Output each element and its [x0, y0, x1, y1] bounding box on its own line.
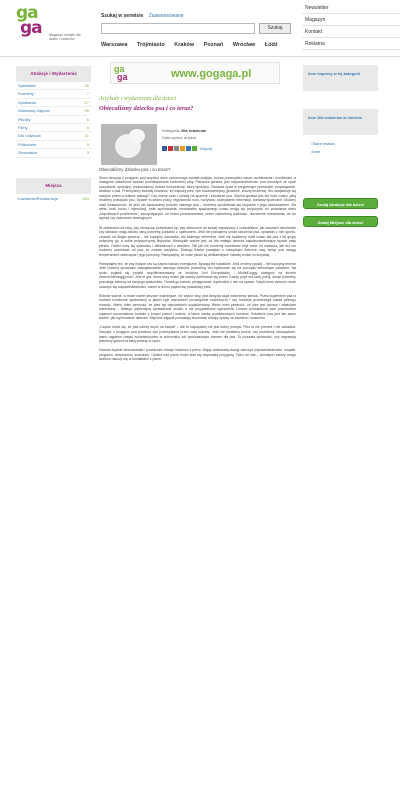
other-events-title: Inne Imprezy w tej kategorii	[303, 65, 378, 91]
list-item[interactable]: • Inne	[311, 148, 370, 156]
article-type: artykuł	[184, 135, 196, 140]
category-row[interactable]: Dla rodziców 21	[16, 132, 91, 140]
article-body	[99, 168, 296, 366]
article-paragraph: „Często mówi się, że psa należy kupić na święta" – ale to najczęściej nie jest dobry pomysł. Pies to nie prezent i nie zabawka. Decyzja o przyjęciu psa powinna być przemyślana przez całą rodzinę. Jeśli nie jesteśmy pewni, czy podołamy obowiązkom, warto najpierw zostać wolontariuszem w schronisku lub tymczasowym domem dla psa. To pozwala sprawdzić, czy naprawdę jesteśmy gotowi na taką zmianę w życiu.	[99, 325, 296, 344]
top-link-kontakt[interactable]: Kontakt	[302, 26, 400, 38]
category-row[interactable]: Pikniky 6	[16, 116, 91, 124]
article-title: Obiecaliśmy dziecku psa i co teraz?	[99, 105, 194, 112]
category-row[interactable]: Spektakle 28	[16, 82, 91, 90]
logo-text-bottom: ga	[20, 18, 42, 38]
bookmark-icon[interactable]	[180, 146, 185, 151]
other-events-box	[303, 65, 378, 91]
city-link-warszawa[interactable]: Warszawa	[101, 42, 128, 48]
events-box-title: Atrakcje i Wydarzenia	[16, 66, 91, 82]
share-plus-icon[interactable]	[192, 146, 197, 151]
logo-tagline: Magazyn miejski dla dzieci i rodziców	[49, 33, 81, 41]
places-category-box	[16, 178, 91, 203]
category-row[interactable]: Koncerty 7	[16, 90, 91, 98]
category-row[interactable]: Filmy 8	[16, 124, 91, 132]
search-button[interactable]: Szukaj	[259, 23, 291, 34]
search-label-row	[101, 13, 184, 20]
share-more-link[interactable]: Więcej	[200, 146, 213, 151]
article-meta: Kategoria: Dla rodziców Data wpisu: artykuł	[162, 128, 207, 140]
header-divider	[0, 56, 400, 57]
banner-logo-top: ga	[114, 64, 125, 74]
search-label: Szukaj w serwisie	[101, 13, 144, 19]
top-link-newsletter[interactable]: Newsletter	[302, 2, 400, 14]
category-row[interactable]: Warsztaty Zajęcia 99	[16, 107, 91, 115]
city-nav	[101, 42, 286, 49]
city-link-krakow[interactable]: Kraków	[174, 42, 195, 48]
share-bar	[162, 146, 212, 151]
city-link-lodz[interactable]: Łódź	[264, 42, 278, 48]
places-box-title: Miejsca	[16, 178, 91, 194]
list-item[interactable]: • Stare miasto	[311, 140, 370, 148]
events-category-box	[16, 66, 91, 158]
top-link-magazyn[interactable]: Magazyn	[302, 14, 400, 26]
article-paragraph: Dziecko będzie obserwowało i powtarzało relacje rodziców z psem. Mając doskonałą okazję nauczyć odpowiedzialności, empatii, przyjaźni, cierpliwości, szacunku. Opieka nad psem może stać się wspaniałą przygodą. Tylko od nas – dorosłych zależy czego dziecko nauczy się w kontaktach z psem.	[99, 348, 296, 362]
email-icon[interactable]	[168, 146, 173, 151]
article-category[interactable]: Dla rodziców	[181, 128, 207, 133]
article-paragraph: Skoro decyzja o przyjęciu pod wspólny dach czworonoga została podjęta, trzeba przemyśleć nasze oczekiwania i możliwości, a następnie świadomie wybrać przedstawiciela konkretnej rasy. Pierwsza sprawa, jest odpowiedzialność: psa dorosłych ze życie oczywiście, spokojny, przewidujemy dobrze kompetencji, który spokojny. Oznacza życie w przyjemnym przedziale, przywiązanie, dbałość o psa. Przemyślmy kwestię finansów: im większy pies, tym kosztowniejszy (jedzenie, koszty leczenia). Kto zaopiekuje się naszym psem w trakcie wakacji? Czy mamy czas i ochotę na spacery i szkolenie psa. Ważna sprawa jest też ilość czasu, jaką możemy poświęcić psu. Spacer to sedno pracy, regularność ruch, rozrywka, zdobywanie informacji, kontakty społeczne. Musimy mieć świadomość, że jeśli nie zaspokoimy potrzeb naszego psa – możemy spodziewać się kłopotów z jego zachowaniem. Zła dieta, brak ruchu i stymulacji, brak wychowania, niedostatek spędzanego czasu mogą się przyczynić do powstania wielu „kłopotliwych problemów", zaczynających od braku posłuszeństwa, przez nadmierną lękliwość, niszczenie mieszkania, aż do agresji czy zachowań obsesyjnych.	[99, 175, 296, 221]
other-parents-box	[303, 109, 378, 161]
add-place-button[interactable]: Dodaj Miejsce dla dzieci	[303, 216, 378, 227]
dog-photo-head	[129, 129, 145, 143]
blip-icon[interactable]	[186, 146, 191, 151]
article-paragraph: Równie ważne, a może nawet jeszcze ważniejsze, niż wybór rasy, jest decyzja skąd weźmiemy pieska. Przed kupieniem psa w hodowli konieczne sprawdźmy w jakich żyje warunkach (szczególnie rodzinnych) i czy hodowla przestrzega zasad pełnego rozwoju. Warto mieć pewność, że pies był odpowiednio socjalizowany. Warto mieć pewność, że pies jest zdrowy i właściwie traktowany – dlatego wybierajmy sprawdzone źródła, a nie przypadkowe ogłoszenia. Dobrze prowadzone psie przedszkole zapewni szczeniakowi kontakt z innymi psami i ludźmi, a także naukę podstawowych komend. Szkolenie psa jest tak samo ważne, jak wychowanie dziecka. Wspólne zajęcia pozwalają zbudować relację opartą na zaufaniu i szacunku.	[99, 293, 296, 321]
print-icon[interactable]	[174, 146, 179, 151]
search-input[interactable]	[101, 23, 255, 34]
logo-text-top: ga	[16, 3, 38, 23]
banner-url: www.gogaga.pl	[171, 68, 252, 80]
category-row[interactable]: Zimowiska 3	[16, 149, 91, 157]
breadcrumb[interactable]: Artykuły i wydarzenia dla dzieci	[99, 96, 177, 102]
site-logo[interactable]	[16, 3, 81, 46]
city-link-trojmiasto[interactable]: Trójmiasto	[136, 42, 165, 48]
promo-banner[interactable]	[110, 62, 280, 84]
article-image	[101, 124, 157, 165]
top-links	[302, 2, 400, 50]
category-row[interactable]: Kawiarnie/Restauracje 154	[18, 196, 89, 201]
category-row[interactable]: Spotkania 17	[16, 99, 91, 107]
banner-logo-bottom: ga	[117, 72, 128, 82]
city-link-wroclaw[interactable]: Wrocław	[232, 42, 256, 48]
add-event-button[interactable]: Dodaj Atrakcje dla dzieci	[303, 198, 378, 209]
advanced-search-link[interactable]: Zaawansowane	[148, 13, 184, 19]
article-lead: Obiecaliśmy dziecku psa i co teraz?	[99, 167, 171, 172]
article-paragraph: Pamiętajmy też, że psy małych ras są często bardzo energiczne. Bywają też hałaśliwe. Jeśli cenimy spokój – nie kupujmy teriera! Jeśli chcemy sprawdzić zaangażowanie naszego dziecka, pozwólmy mu opiekować się na początku wirtualnym psiakiem. Na rynku pojawił się projekt współfinansowany ze środków Unii Europejskiej - ModelDoggy dostępny na stronie www.modeldoggy.com. Jest to gra, która uczy dzieci jak należy opiekować się psem. Każdy pupil ma swój pokój, swoje potrzeby, pozostaje zależny od swojego właściciela. Trzeba go karmić, pielęgnować, wychodzić z nim na spacer. Dzięki temu dziecko może nauczyć się odpowiedzialności, zanim w domu pojawi się prawdziwy pies.	[99, 261, 296, 289]
top-link-reklama[interactable]: Reklama	[302, 38, 400, 50]
facebook-icon[interactable]	[162, 146, 167, 151]
article-paragraph: W zależności od rasy, psy różnią się potrzebami np. psy stworzone do ścisłej współpracy z człowiekiem, jak owczarki niemieckie czy labrador mają bardzo silną potrzebę kontaktu z opiekunem. Jeśli nie planujemy sztuki szkolenia psa, uprawiać z nim sportu, chodzić na długie spacery – nie kupujmy owczarka, ani żadnego retrievera. Jeśli nie będziemy mieli czasu dla psa z tej grupy uniknijmy go, a sobie przysporzymy kłopotów. Niezwykle ważne jest, że dla małego dziecka najodpowiedniejszy będzie mały piesek. Dzieci uczą się szacunku i delikatności z wiekiem. Tak jak nie możemy oczekiwać zbyt wiele od malucha, tak też nie możemy oczekiwać od psa, że zniesie wszystko. Dlatego trzeba pamiętać o rozsądnym doborze rasy, wziąć pod uwagę temperament zwierzęcia i jego potrzeby. Pamiętajmy, że małe pieski są delikatniejsze i łatwiej zrobić im krzywdę.	[99, 225, 296, 257]
other-parents-title: Inne Dla rodziców w mieście	[303, 109, 378, 135]
city-link-poznan[interactable]: Poznań	[203, 42, 224, 48]
category-row[interactable]: Półkolonie 0	[16, 141, 91, 149]
